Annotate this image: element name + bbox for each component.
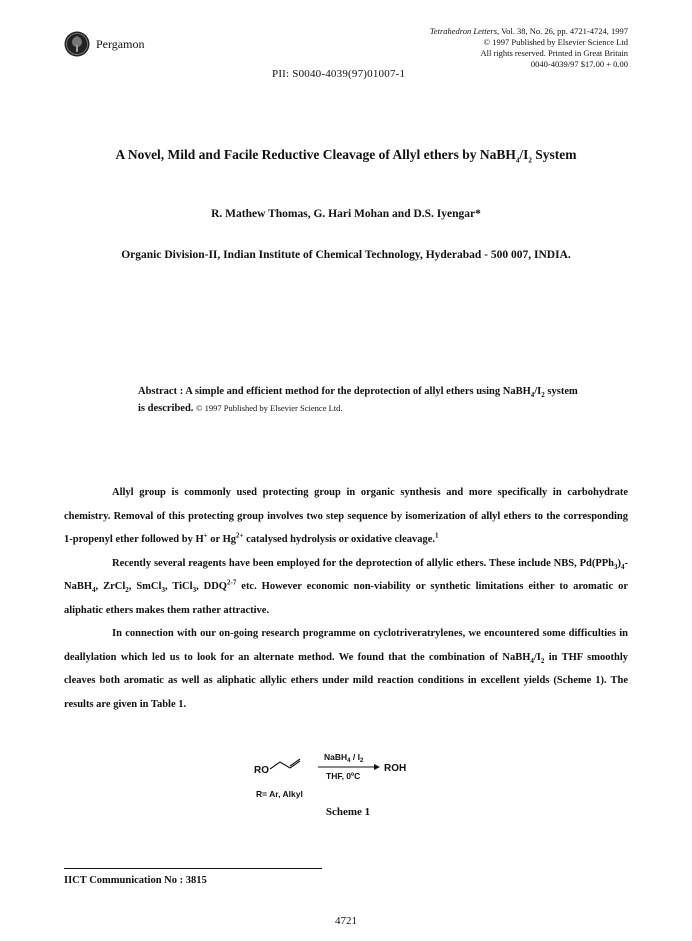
journal-name: Tetrahedron Letters — [429, 26, 498, 36]
paragraph-2: Recently several reagents have been employed for the deprotection of allylic ethers. These include NBS, $Pd(PPh_3)_4-NaBH_4$, ZrCl$_2$, SmCl$_3$, TiCl$_3$, DDQ$^{2-7}$ etc. However economic non-viability or synthetic limitations either to aromatic or aliphatic ethers makes them rather attractive. — [64, 557, 628, 616]
journal-info — [368, 26, 628, 70]
body-text — [64, 481, 628, 716]
page-number: 4721 — [335, 915, 357, 927]
journal-copyright: © 1997 Published by Elsevier Science Ltd — [483, 37, 628, 47]
publisher-name: Pergamon — [96, 37, 145, 51]
journal-citation: Tetrahedron Letters, Vol. 38, No. 26, pp. 4721-4724, 1997 — [429, 26, 628, 36]
authors: R. Mathew Thomas, G. Hari Mohan and D.S. Iyengar* — [211, 208, 481, 220]
scheme-r-definition: R= Ar, Alkyl — [256, 789, 303, 799]
scheme-reagent-bottom: THF, 0ºC — [326, 771, 361, 781]
journal-rights: All rights reserved. Printed in Great Britain — [480, 48, 628, 58]
paper-title: A Novel, Mild and Facile Reductive Cleavage of Allyl ethers by $NaBH_4/I_2$ System — [115, 147, 577, 165]
journal-issn: 0040-4039/97 $17.00 + 0.00 — [530, 59, 628, 69]
paragraph-1: Allyl group is commonly used protecting group in organic synthesis and more specifically in carbohydrate chemistry. Removal of this protecting group involves two step sequence by isomerization of allyl ethers to the corresponding 1-propenyl ether followed by H+ or $Hg^{2+}$ catalysed hydrolysis or oxidative cleavage.$^1$ — [64, 487, 628, 545]
footnote: IICT Communication No : 3815 — [64, 875, 207, 886]
scheme-label: Scheme 1 — [325, 806, 371, 818]
footnote-rule — [64, 868, 322, 869]
paragraph-3: In connection with our on-going research programme on cyclotriveratrylenes, we encountered some difficulties in deallylation which led us to look for an alternate method. We found that the combination of $NaBH_4/I_2$ in THF smoothly cleaves both aromatic as well as aliphatic allylic ethers under mild reaction conditions in excellent yields (Scheme 1). The results are given in Table 1. — [64, 628, 628, 710]
affiliation: Organic Division-II, Indian Institute of Chemical Technology, Hyderabad - 500 007, INDIA. — [121, 249, 571, 261]
scheme-reagent-top: NaBH$_4$ / $I_2$ — [324, 752, 364, 764]
elsevier-tree-logo-icon — [64, 31, 90, 57]
abstract-label: Abstract — [138, 386, 178, 397]
abstract: Abstract : A simple and efficient method for the deprotection of allyl ethers using $NaBH_4/I_2$ system is described. © 1997 Published by Elsevier Science Ltd. — [138, 386, 578, 414]
abstract-copyright: © 1997 Published by Elsevier Science Ltd. — [196, 403, 343, 413]
pii-code: PII: S0040-4039(97)01007-1 — [272, 68, 406, 80]
scheme-product: ROH — [384, 763, 407, 774]
scheme-reactant: RO — [254, 765, 269, 776]
